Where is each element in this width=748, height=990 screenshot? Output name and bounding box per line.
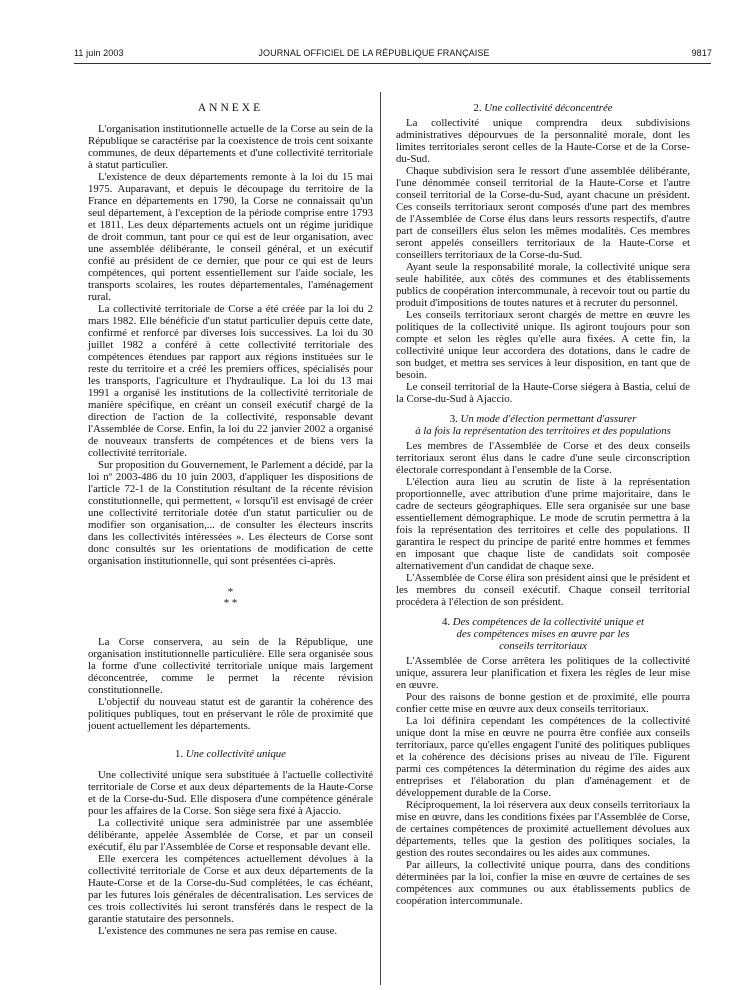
separator-asterism-top: * <box>227 586 234 598</box>
section-4-heading <box>396 616 690 652</box>
paragraph: L'Assemblée de Corse élira son président ainsi que le président et les membres du conseil exécutif. Chaque conseil territorial procédera à l'élection de son président. <box>396 572 690 608</box>
annexe-heading: ANNEXE <box>197 102 264 114</box>
paragraph: Pour des raisons de bonne gestion et de proximité, elle pourra confier cette mise en œuvre aux deux conseils territoriaux. <box>396 691 690 715</box>
paragraph: La collectivité territoriale de Corse a été créée par la loi du 2 mars 1982. Elle bénéficie d'un statut particulier depuis cette date, confirmé et renforcé par diverses lois successives. La loi du 30 juillet 1982 a conféré à cette collectivité territoriale des compétences étendues par rapport aux régions instituées sur le reste du territoire et a créé les premiers offices, spécialisés pour les transports, l'agriculture et l'hydraulique. La loi du 13 mai 1991 a organisé les institutions de la collectivité territoriale de manière spécifique, en créant un conseil exécutif chargé de la direction de l'action de la collectivité, responsable devant l'Assemblée de Corse. Enfin, la loi du 22 janvier 2002 a organisé de nouveaux transferts de compétences et de biens vers la collectivité territoriale. <box>88 303 373 459</box>
section-title: Une collectivité unique <box>185 748 286 760</box>
section-2-heading <box>396 102 690 114</box>
header-rule <box>74 63 711 64</box>
section-title: Des compétences de la collectivité unique et <box>452 616 645 628</box>
paragraph: Chaque subdivision sera le ressort d'une assemblée délibérante, l'une dénommée conseil territorial de la Haute-Corse et l'autre conseil territorial de la Corse-du-Sud, ayant chacune un président. Ces conseils territoriaux seront composés d'une part des membres de l'Assemblée de Corse élus dans leurs ressorts respectifs, d'autre part de conseillers élus selon les mêmes modalités. Ces membres seront appelés conseillers territoriaux de la Haute-Corse et conseillers territoriaux de la Corse-du-Sud. <box>396 165 690 261</box>
paragraph: L'existence de deux départements remonte à la loi du 15 mai 1975. Auparavant, et depuis le découpage du territoire de la France en départements en 1790, la Corse ne connaissait qu'un seul département, à l'exception de la période comprise entre 1793 et 1811. Les deux départements actuels ont un régime juridique de droit commun, tant pour ce qui est de leur organisation, avec une assemblée délibérante, le conseil général, et un exécutif confié au président de ce dernier, que pour ce qui est de leurs compétences, qui portent essentiellement sur l'aide sociale, les transports scolaires, les routes départementales, l'aménagement rural. <box>88 171 373 303</box>
paragraph: Ayant seule la responsabilité morale, la collectivité unique sera seule habilitée, aux côtés des communes et des établissements publics de coopération intercommunale, à recevoir tout ou partie du produit d'impositions de toutes natures et à recruter du personnel. <box>396 261 690 309</box>
section-title: à la fois la représentation des territoires et des populations <box>415 425 671 437</box>
paragraph: La Corse conservera, au sein de la République, une organisation institutionnelle particulière. Elle sera organisée sous la forme d'une collectivité territoriale unique mais largement déconcentrée, comme le permet la récente révision constitutionnelle. <box>88 636 373 696</box>
section-3-heading <box>396 413 690 437</box>
paragraph: Elle exercera les compétences actuellement dévolues à la collectivité territoriale de Corse et aux deux départements de la Haute-Corse et de la Corse-du-Sud complétées, le cas échéant, par les futures lois générales de décentralisation. Les services de ces trois collectivités lui seront transférés dans le respect de la garantie statutaire des personnels. <box>88 853 373 925</box>
header-title: JOURNAL OFFICIEL DE LA RÉPUBLIQUE FRANÇAISE <box>258 48 490 58</box>
header-date: 11 juin 2003 <box>74 48 124 58</box>
section-title: Un mode d'élection permettant d'assurer <box>460 413 637 425</box>
paragraph: Le conseil territorial de la Haute-Corse siégera à Bastia, celui de la Corse-du-Sud à Ajaccio. <box>396 381 690 405</box>
paragraph: La loi définira cependant les compétences de la collectivité unique dont la mise en œuvre ne pourra être confiée aux conseils territoriaux, parce qu'elles engagent l'unité des politiques publiques et la cohérence des décisions prises au niveau de l'île. Figurent parmi ces compétences la détermination du régime des aides aux entreprises et l'élaboration du plan d'aménagement et de développement durable de la Corse. <box>396 715 690 799</box>
paragraph: La collectivité unique sera administrée par une assemblée délibérante, appelée Assemblée de Corse, et par un conseil exécutif, élu par l'Assemblée de Corse et responsable devant elle. <box>88 817 373 853</box>
right-column <box>396 102 690 907</box>
section-title: des compétences mises en œuvre par les <box>456 628 630 640</box>
paragraph: L'existence des communes ne sera pas remise en cause. <box>98 925 338 937</box>
header-page-number: 9817 <box>691 48 712 58</box>
paragraph: Les membres de l'Assemblée de Corse et des deux conseils territoriaux seront élus dans le cadre d'une seule circonscription électorale correspondant à l'ensemble de la Corse. <box>396 440 690 476</box>
section-number: 2. <box>473 102 482 114</box>
column-divider <box>380 92 381 985</box>
paragraph: L'élection aura lieu au scrutin de liste à la représentation proportionnelle, avec attribution d'une prime majoritaire, dans le cadre de secteurs géographiques. Elle sera organisée sur une base essentiellement démographique. Le mode de scrutin permettra à la fois la représentation des territoires et celle des populations. Il garantira le respect du principe de parité entre hommes et femmes en imposant que chaque liste de candidats soit composée alternativement d'un candidat de chaque sexe. <box>396 476 690 572</box>
paragraph: Par ailleurs, la collectivité unique pourra, dans des conditions déterminées par la loi, confier la mise en œuvre de certaines de ses compétences aux communes ou aux établissements publics de coopération intercommunale. <box>396 859 690 907</box>
section-number: 3. <box>449 413 458 425</box>
paragraph: Réciproquement, la loi réservera aux deux conseils territoriaux la mise en œuvre, dans les conditions fixées par l'Assemblée de Corse, de certaines compétences de proximité actuellement dévolues aux départements, telles que la gestion des politiques sociales, la gestion des routes secondaires ou les aides aux communes. <box>396 799 690 859</box>
paragraph: L'Assemblée de Corse arrêtera les politiques de la collectivité unique, assurera leur planification et fixera les règles de leur mise en œuvre. <box>396 655 690 691</box>
section-1-heading <box>88 748 373 760</box>
section-title: Une collectivité déconcentrée <box>484 102 613 114</box>
paragraph: Sur proposition du Gouvernement, le Parlement a décidé, par la loi nº 2003-486 du 10 juin 2003, d'appliquer les dispositions de l'article 72-1 de la Constitution résultant de la récente révision constitutionnelle, qui permettent, « lorsqu'il est envisagé de créer une collectivité territoriale dotée d'un statut particulier ou de modifier son organisation,... de consulter les électeurs inscrits dans les collectivités intéressées ». Les électeurs de Corse sont donc consultés sur les orientations de modification de cette organisation institutionnelle, qui sont présentées ci-après. <box>88 459 373 567</box>
paragraph: L'objectif du nouveau statut est de garantir la cohérence des politiques publiques, tout en préservant le rôle de proximité que jouent actuellement les départements. <box>88 696 373 732</box>
section-number: 1. <box>175 748 184 760</box>
separator-asterism-bottom: * * <box>223 597 238 609</box>
section-title: conseils territoriaux <box>499 640 587 652</box>
paragraph: Les conseils territoriaux seront chargés de mettre en œuvre les politiques de la collectivité unique. Ils agiront toujours pour son compte et selon les règles qu'elle aura fixées. A cette fin, la collectivité unique leur accordera des dotations, dans le cadre de son budget, et mettra ses services à leur disposition, en tant que de besoin. <box>396 309 690 381</box>
paragraph: La collectivité unique comprendra deux subdivisions administratives dépourvues de la personnalité morale, dont les limites territoriales seront celles de la Haute-Corse et de la Corse-du-Sud. <box>396 117 690 165</box>
left-column <box>88 102 373 937</box>
paragraph: Une collectivité unique sera substituée à l'actuelle collectivité territoriale de Corse et aux deux départements de la Haute-Corse et de la Corse-du-Sud. Elle disposera d'une compétence générale pour les affaires de la Corse. Son siège sera fixé à Ajaccio. <box>88 769 373 817</box>
paragraph: L'organisation institutionnelle actuelle de la Corse au sein de la République se caractérise par la coexistence de trois cent soixante communes, de deux départements et d'une collectivité territoriale à statut particulier. <box>88 123 373 171</box>
section-number: 4. <box>441 616 451 628</box>
